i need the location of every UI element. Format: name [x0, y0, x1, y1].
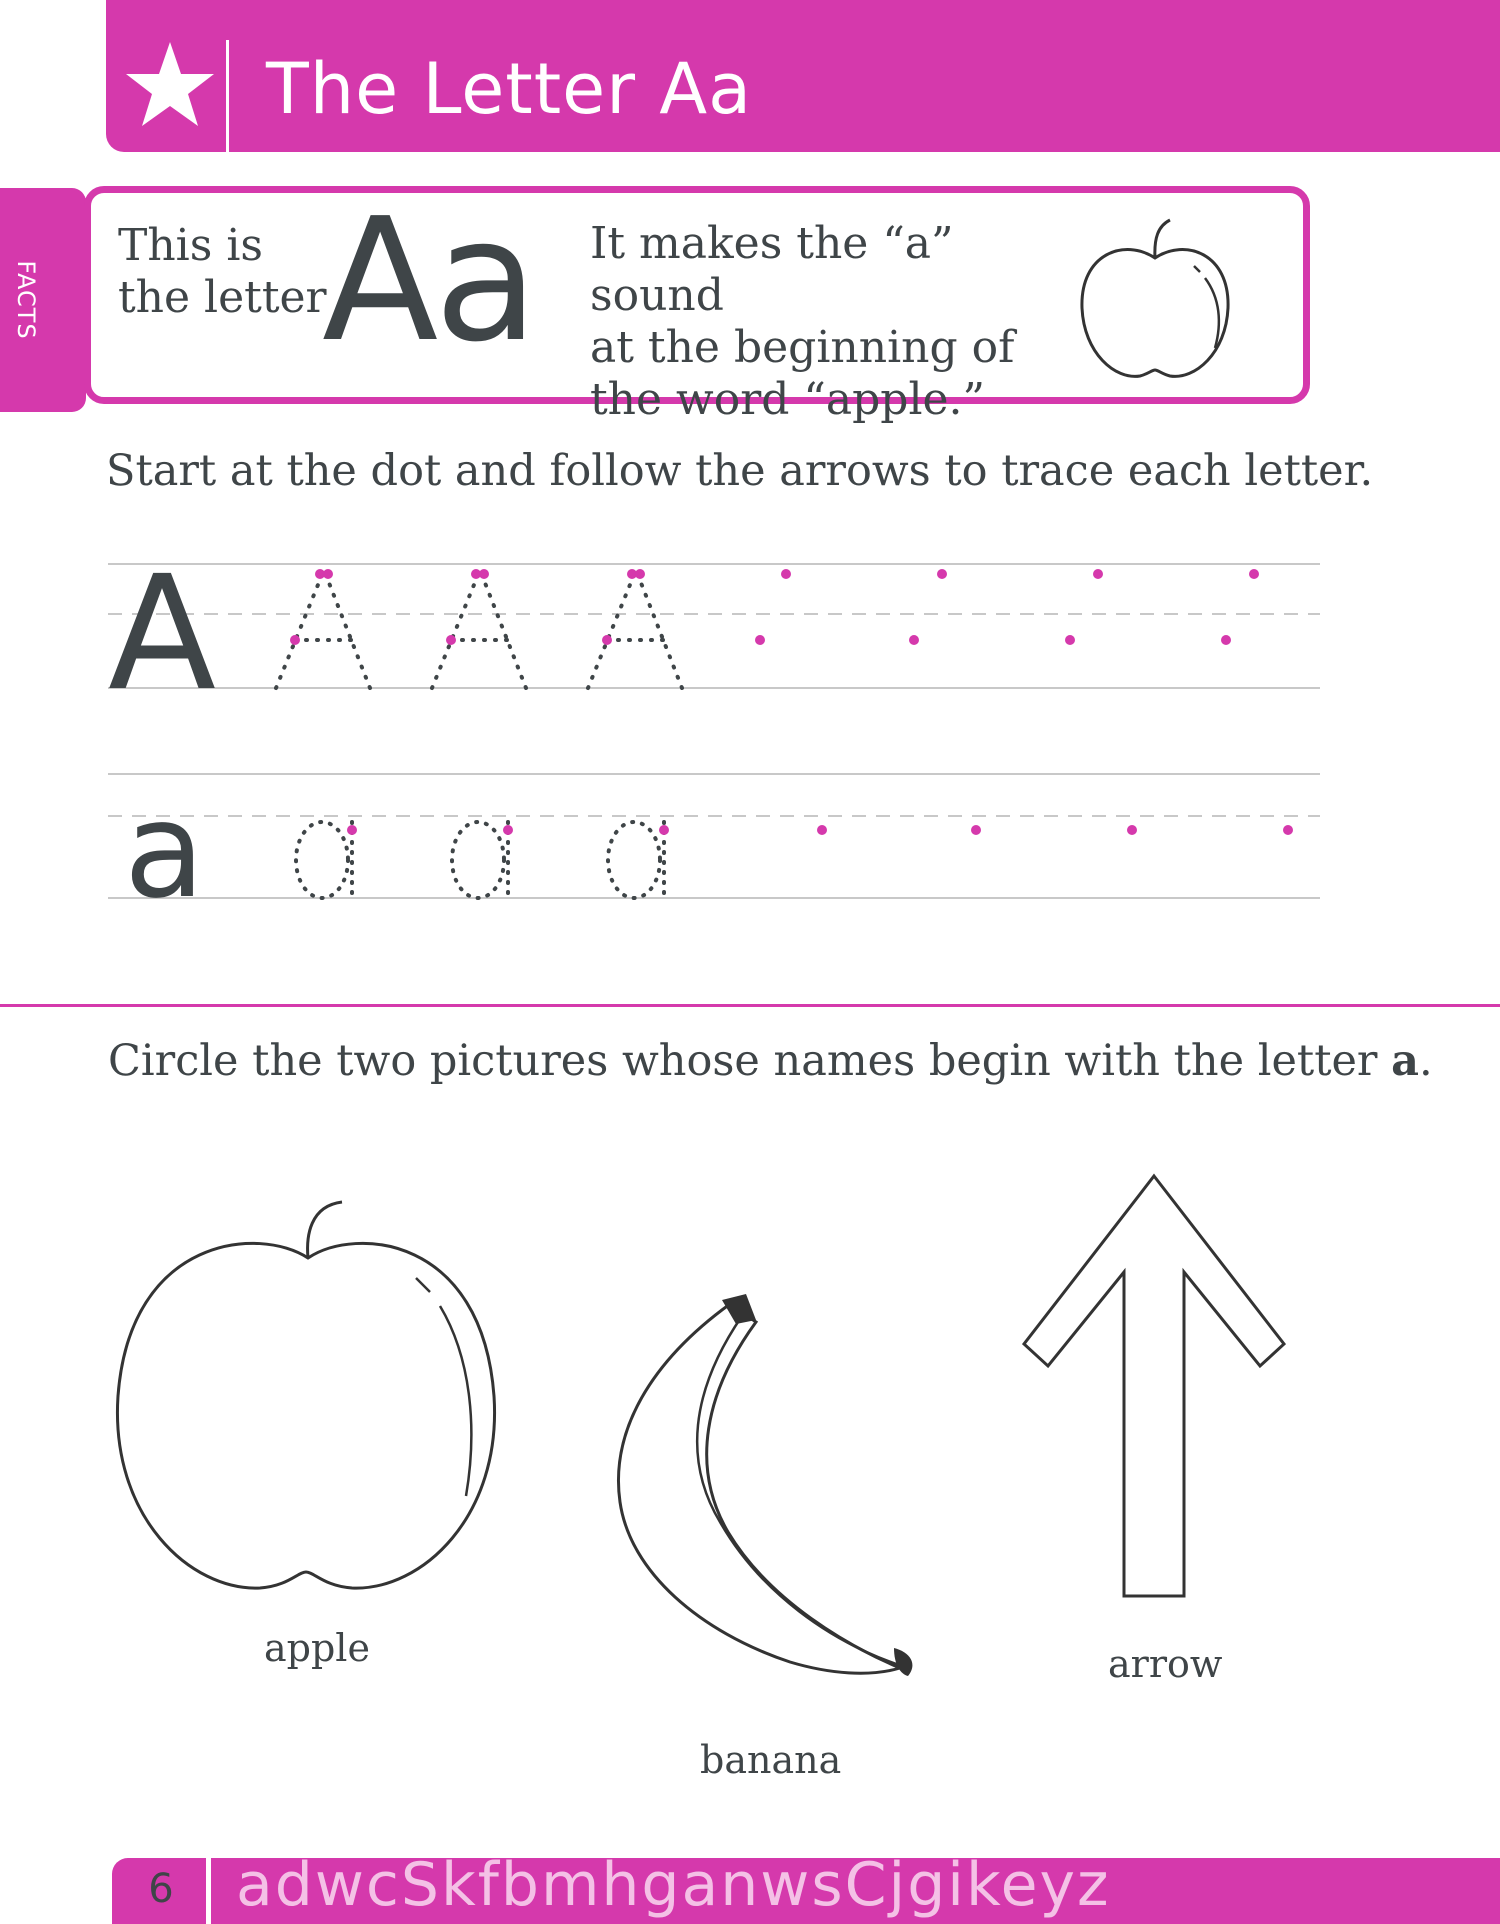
lowercase-trace-letter[interactable]: [296, 822, 352, 898]
header-divider: [226, 40, 229, 152]
page-number: 6: [148, 1866, 174, 1912]
apple-icon: [1070, 208, 1240, 388]
uppercase-model-letter: A: [108, 542, 217, 726]
trace-instruction: Start at the dot and follow the arrows to trace each letter.: [106, 446, 1374, 496]
arrow-up-icon[interactable]: [1020, 1172, 1288, 1602]
featured-letter: Aa: [322, 182, 535, 380]
apple-label: apple: [264, 1626, 370, 1670]
circle-instruction: [108, 1036, 1433, 1086]
start-dots: [290, 569, 1259, 645]
lowercase-model-letter: a: [124, 774, 205, 920]
header-bar: [106, 0, 1500, 152]
apple-icon[interactable]: [110, 1196, 500, 1600]
star-icon: [106, 0, 228, 152]
uppercase-trace-letter[interactable]: [276, 570, 370, 688]
facts-sound-text: It makes the “a” sound at the beginning of the word “apple.”: [590, 218, 1015, 425]
facts-intro-text: This is the letter: [118, 220, 327, 323]
uppercase-guidelines: [108, 564, 1320, 688]
arrow-label: arrow: [1108, 1642, 1223, 1686]
facts-tab-label: FACTS: [12, 260, 40, 340]
footer-divider: [206, 1858, 211, 1924]
circle-instruction-text: Circle the two pictures whose names begin with the letter: [108, 1036, 1392, 1086]
uppercase-trace-letter[interactable]: [432, 570, 526, 688]
footer-decorative-letters: adwcSkfbmhganwsCjgikeyz: [236, 1850, 1111, 1920]
section-divider: [0, 1004, 1500, 1007]
uppercase-trace-letter[interactable]: [588, 570, 682, 688]
lowercase-start-dots: [347, 825, 1293, 835]
banana-label: banana: [700, 1738, 842, 1782]
lowercase-trace-letter[interactable]: [608, 822, 664, 898]
page-title: The Letter Aa: [266, 48, 753, 130]
banana-icon[interactable]: [610, 1292, 930, 1692]
circle-instruction-period: .: [1419, 1036, 1433, 1086]
lowercase-guidelines: [108, 774, 1320, 898]
circle-instruction-letter: a: [1391, 1036, 1420, 1086]
tracing-area: [100, 540, 1332, 920]
lowercase-trace-letter[interactable]: [452, 822, 508, 898]
